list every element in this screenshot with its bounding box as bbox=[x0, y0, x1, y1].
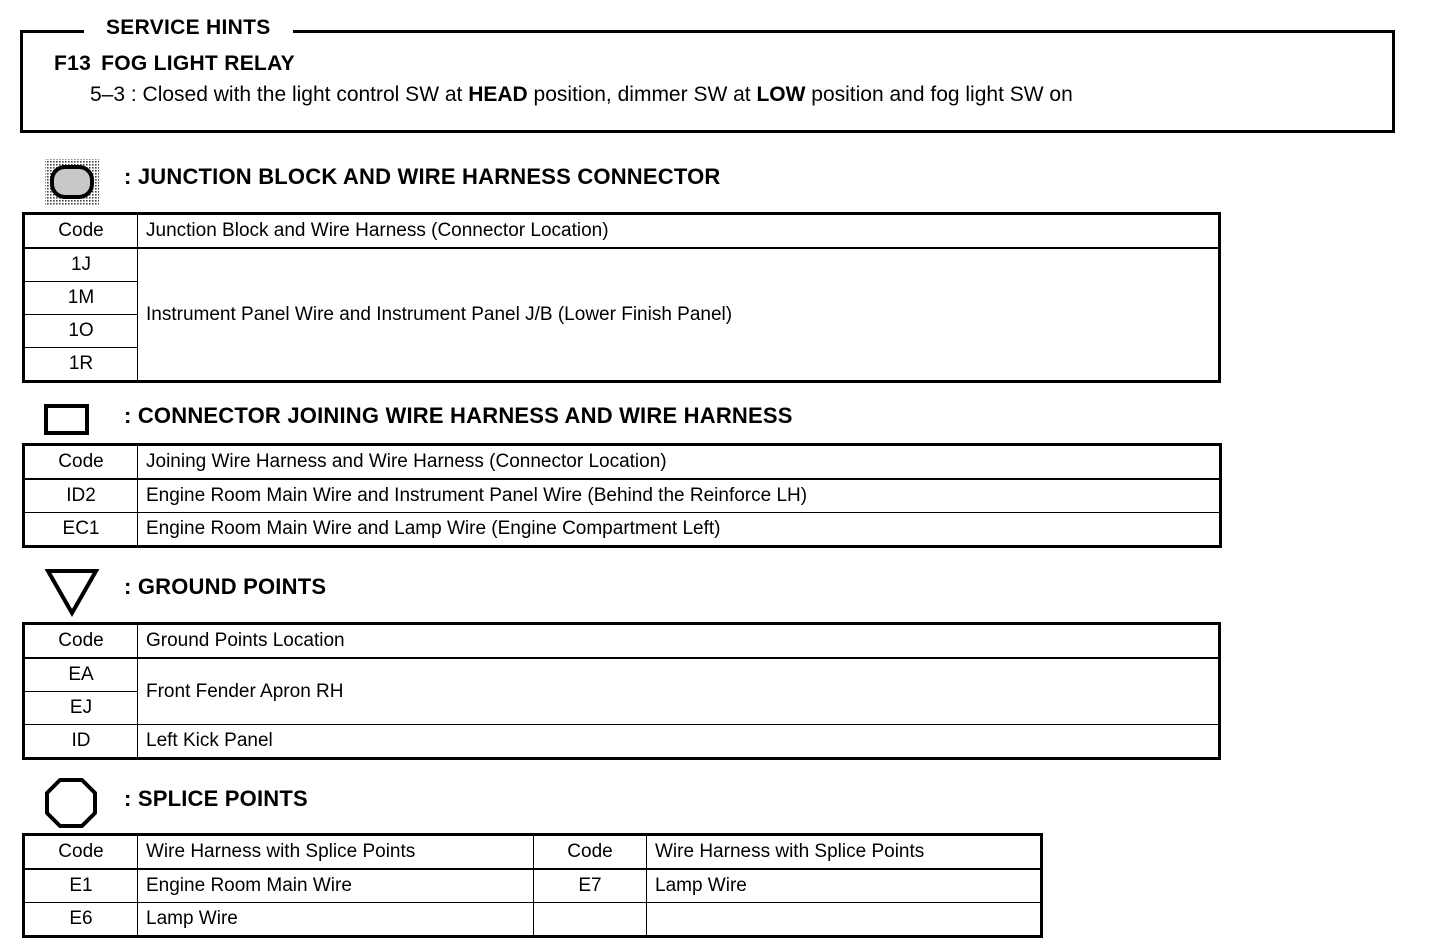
code-cell: EJ bbox=[25, 692, 138, 725]
relay-name: FOG LIGHT RELAY bbox=[101, 52, 295, 75]
code-cell: ID2 bbox=[25, 479, 138, 513]
description-cell bbox=[647, 903, 1041, 936]
header-description: Wire Harness with Splice Points bbox=[138, 836, 534, 870]
table-header-row bbox=[25, 446, 1220, 480]
code-cell: E6 bbox=[25, 903, 138, 936]
header-code: Code bbox=[534, 836, 647, 870]
header-code: Code bbox=[25, 446, 138, 480]
code-cell: EC1 bbox=[25, 513, 138, 546]
code-cell bbox=[534, 903, 647, 936]
description-cell: Engine Room Main Wire bbox=[138, 869, 534, 903]
connector-rectangle-icon bbox=[44, 404, 90, 436]
header-code: Code bbox=[25, 625, 138, 659]
ground-points-table bbox=[24, 624, 1219, 758]
header-code: Code bbox=[25, 836, 138, 870]
code-cell: 1O bbox=[25, 315, 138, 348]
hint-text-1: : Closed with the light control SW at bbox=[125, 83, 469, 106]
splice-points-heading: : SPLICE POINTS bbox=[124, 786, 308, 811]
table-header-row bbox=[25, 836, 1041, 870]
connector-joining-table bbox=[24, 445, 1220, 546]
description-cell: Engine Room Main Wire and Lamp Wire (Engine Compartment Left) bbox=[138, 513, 1220, 546]
description-cell: Left Kick Panel bbox=[138, 725, 1219, 758]
ground-triangle-icon bbox=[44, 567, 100, 617]
hint-terminals: 5–3 bbox=[90, 83, 126, 106]
relay-title bbox=[54, 52, 295, 76]
junction-block-heading: : JUNCTION BLOCK AND WIRE HARNESS CONNECTOR bbox=[124, 164, 721, 189]
ground-points-heading: : GROUND POINTS bbox=[124, 574, 327, 599]
header-description: Ground Points Location bbox=[138, 625, 1219, 659]
service-hints-title: SERVICE HINTS bbox=[84, 16, 293, 40]
splice-points-table bbox=[24, 835, 1041, 936]
code-cell: E7 bbox=[534, 869, 647, 903]
hint-text-2: position, dimmer SW at bbox=[527, 83, 757, 106]
code-cell: 1J bbox=[25, 248, 138, 282]
hint-line bbox=[90, 83, 1073, 107]
description-cell: Front Fender Apron RH bbox=[138, 658, 1219, 725]
junction-block-connector-icon bbox=[44, 158, 100, 206]
table-row bbox=[25, 903, 1041, 936]
relay-code: F13 bbox=[54, 52, 92, 75]
description-cell: Engine Room Main Wire and Instrument Panel Wire (Behind the Reinforce LH) bbox=[138, 479, 1220, 513]
header-description: Wire Harness with Splice Points bbox=[647, 836, 1041, 870]
junction-block-table bbox=[24, 214, 1219, 381]
table-row bbox=[25, 725, 1219, 758]
header-code: Code bbox=[25, 215, 138, 249]
table-row bbox=[25, 479, 1220, 513]
hint-bold-low: LOW bbox=[756, 83, 806, 106]
hint-bold-head: HEAD bbox=[468, 83, 528, 106]
splice-octagon-icon bbox=[44, 777, 98, 829]
code-cell: EA bbox=[25, 658, 138, 692]
code-cell: ID bbox=[25, 725, 138, 758]
connector-joining-heading: : CONNECTOR JOINING WIRE HARNESS AND WIRE HARNESS bbox=[124, 403, 793, 428]
table-header-row bbox=[25, 215, 1219, 249]
description-cell: Instrument Panel Wire and Instrument Panel J/B (Lower Finish Panel) bbox=[138, 248, 1219, 381]
table-row bbox=[25, 248, 1219, 282]
service-hints-box bbox=[20, 30, 1395, 133]
code-cell: E1 bbox=[25, 869, 138, 903]
description-cell: Lamp Wire bbox=[138, 903, 534, 936]
code-cell: 1R bbox=[25, 348, 138, 381]
table-row bbox=[25, 869, 1041, 903]
header-description: Joining Wire Harness and Wire Harness (Connector Location) bbox=[138, 446, 1220, 480]
table-row bbox=[25, 513, 1220, 546]
header-description: Junction Block and Wire Harness (Connector Location) bbox=[138, 215, 1219, 249]
table-header-row bbox=[25, 625, 1219, 659]
code-cell: 1M bbox=[25, 282, 138, 315]
table-row bbox=[25, 658, 1219, 692]
hint-text-3: position and fog light SW on bbox=[805, 83, 1073, 106]
description-cell: Lamp Wire bbox=[647, 869, 1041, 903]
